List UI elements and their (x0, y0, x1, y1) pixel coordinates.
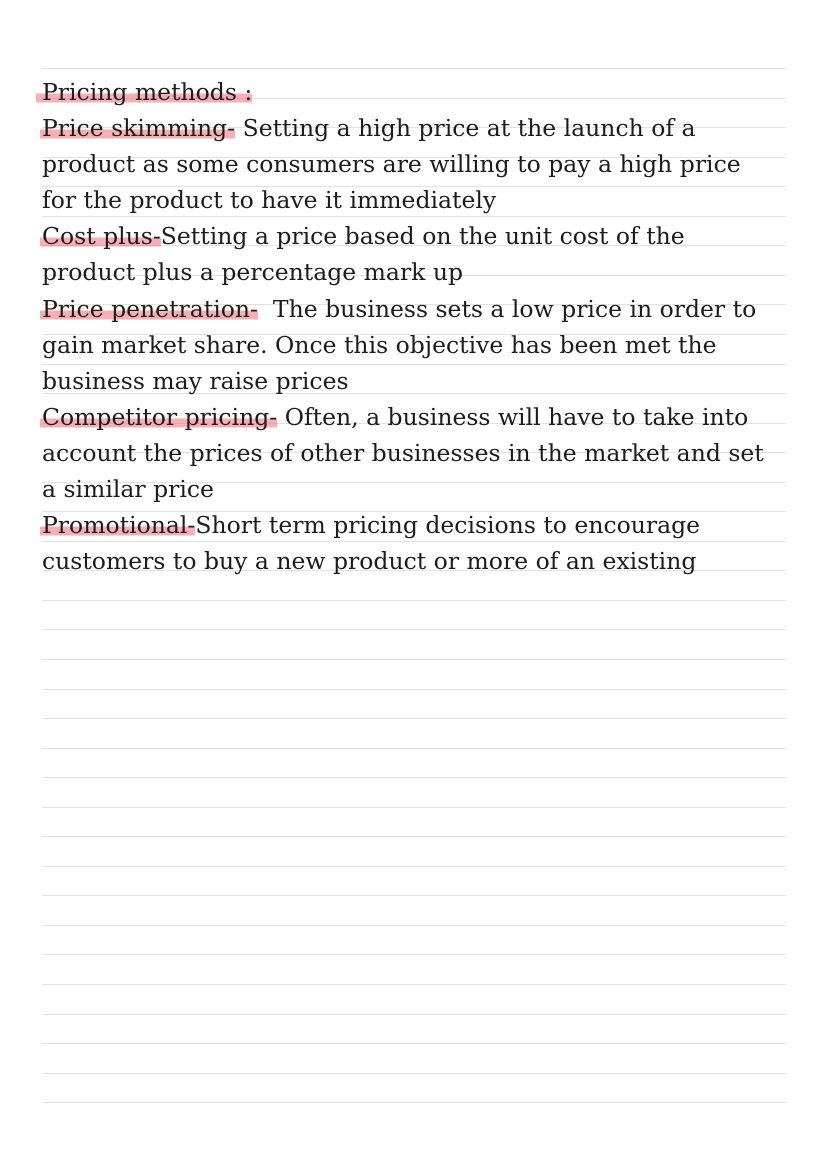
entry-line: for the product to have it immediately (42, 186, 497, 215)
ruled-line (42, 895, 786, 896)
entry-line: a similar price (42, 475, 214, 504)
ruled-line (42, 807, 786, 808)
entry-line (42, 291, 812, 327)
ruled-line (42, 718, 786, 719)
ruled-line (42, 925, 786, 926)
entry-term-cost-plus: Cost plus- (42, 222, 161, 251)
entry-text: Often, a business will have to take into (277, 402, 749, 431)
ruled-line (42, 68, 786, 69)
entry-line: business may raise prices (42, 366, 349, 395)
ruled-line (42, 1073, 786, 1074)
entry-term-price-skimming: Price skimming- (42, 114, 236, 143)
entry-line (42, 507, 812, 543)
pricing-methods-note (42, 74, 812, 579)
entry-line (42, 218, 812, 254)
entry-term-price-penetration: Price penetration- (42, 294, 258, 323)
entry-text: Setting a price based on the unit cost of the (160, 222, 685, 251)
ruled-line (42, 836, 786, 837)
entry-text: The business sets a low price in order to (257, 294, 757, 323)
entry-text: Setting a high price at the launch of a (235, 114, 696, 143)
ruled-line (42, 984, 786, 985)
entry-line: product as some consumers are willing to pay a high price (42, 150, 741, 179)
ruled-line (42, 1014, 786, 1015)
entry-line: product plus a percentage mark up (42, 258, 464, 287)
entry-term-promotional: Promotional- (42, 511, 196, 540)
ruled-line (42, 629, 786, 630)
ruled-line (42, 1043, 786, 1044)
ruled-line (42, 866, 786, 867)
entry-line (42, 399, 812, 435)
entry-line: customers to buy a new product or more of an existing (42, 547, 697, 576)
entry-line: gain market share. Once this objective has been met the (42, 330, 717, 359)
entry-line: account the prices of other businesses in the market and set (42, 438, 764, 467)
ruled-line (42, 659, 786, 660)
note-title-line (42, 74, 812, 110)
ruled-line (42, 777, 786, 778)
ruled-line (42, 748, 786, 749)
ruled-line (42, 600, 786, 601)
ruled-line (42, 1102, 786, 1103)
ruled-line (42, 689, 786, 690)
entry-line (42, 110, 812, 146)
ruled-line (42, 954, 786, 955)
entry-term-competitor-pricing: Competitor pricing- (42, 402, 278, 431)
note-title: Pricing methods : (36, 78, 252, 106)
entry-text: Short term pricing decisions to encourage (195, 511, 701, 540)
